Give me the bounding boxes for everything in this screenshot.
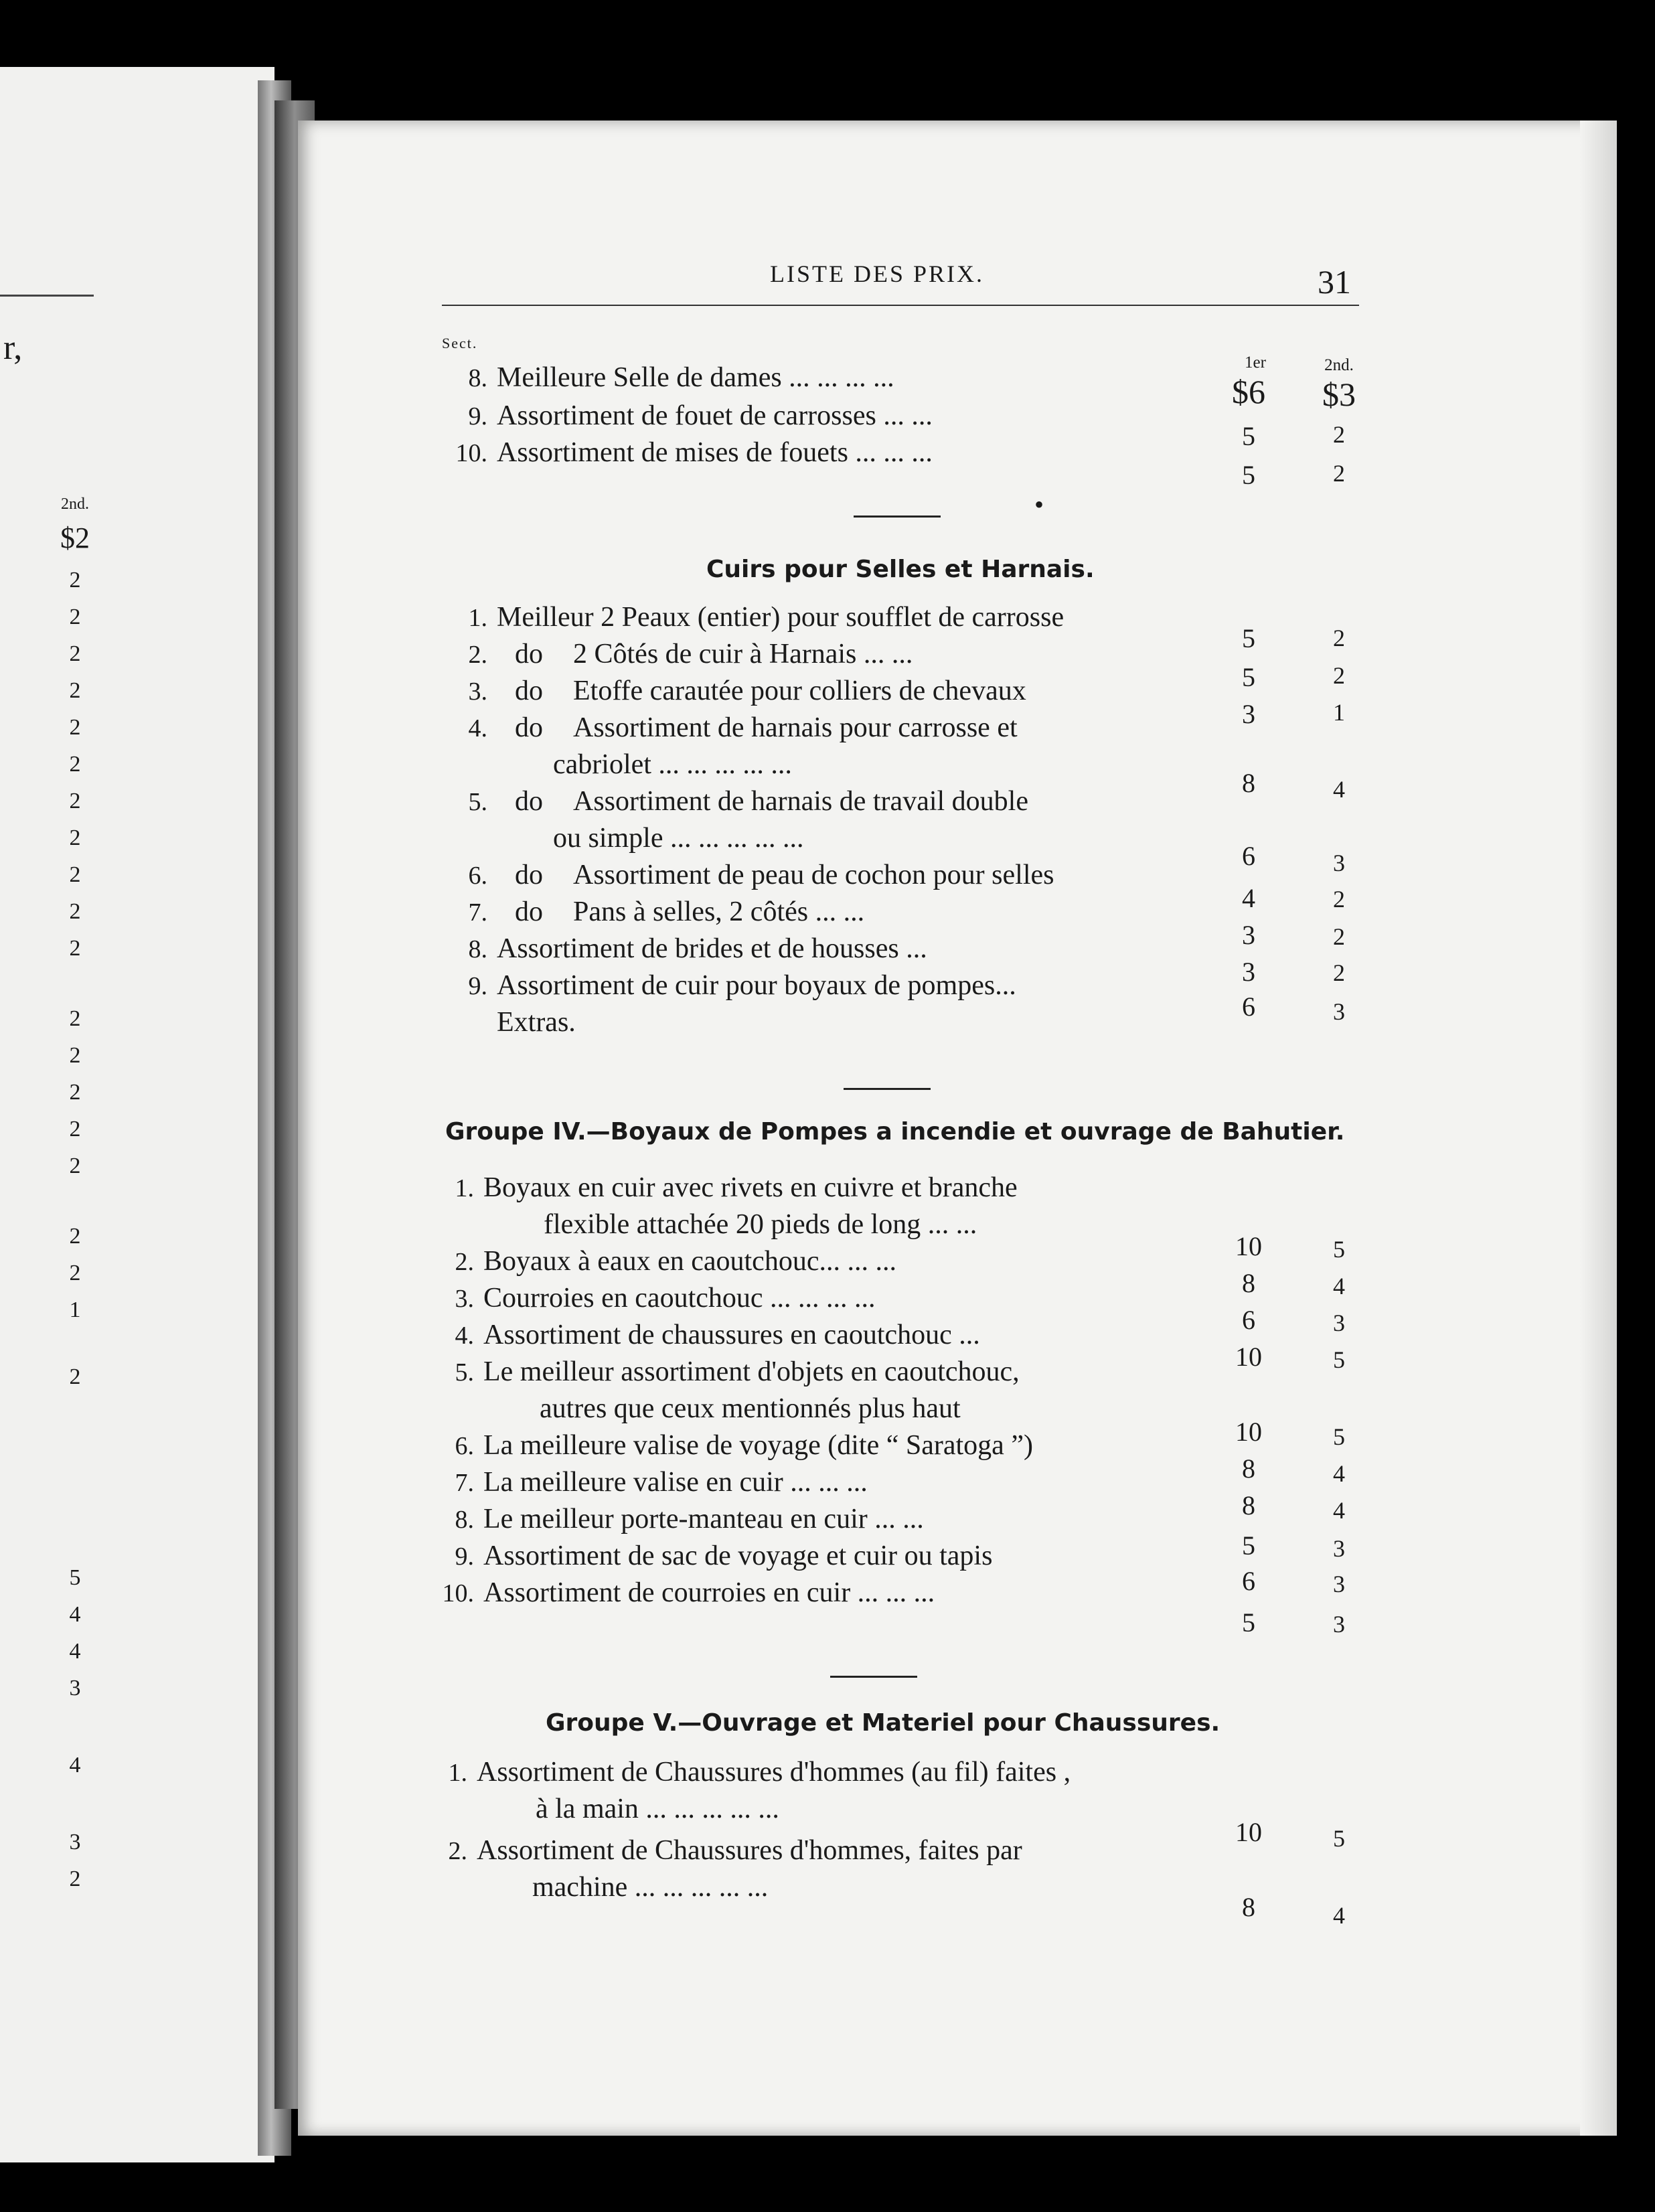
- second-prize: 5: [1333, 1825, 1345, 1852]
- first-prize: 5: [1242, 662, 1255, 692]
- list-item: [442, 638, 913, 670]
- first-prize: 6: [1242, 1566, 1255, 1596]
- section-divider: [844, 1088, 931, 1090]
- item-text: Assortiment de peau de cochon pour selles: [573, 860, 1054, 890]
- second-prize: $3: [1322, 376, 1356, 413]
- item-number: 6.: [468, 862, 487, 890]
- left-price: 3: [69, 1830, 81, 1854]
- list-item: [442, 859, 1054, 891]
- ditto-mark: do: [515, 676, 543, 706]
- item-number: 4.: [468, 714, 487, 742]
- list-item: [442, 712, 1018, 744]
- ditto-mark: do: [515, 860, 543, 890]
- left-price: 2: [69, 568, 81, 592]
- second-prize: 5: [1333, 1423, 1345, 1450]
- second-prize: 2: [1333, 959, 1345, 986]
- item-number: 3.: [455, 1285, 474, 1313]
- item-continuation: Extras.: [497, 1007, 576, 1038]
- header-rule: [442, 305, 1359, 306]
- item-continuation: cabriolet ... ... ... ... ...: [553, 749, 792, 780]
- list-item: [428, 1503, 924, 1535]
- second-prize: 3: [1333, 1310, 1345, 1336]
- item-text: Assortiment de chaussures en caoutchouc ...: [483, 1320, 980, 1350]
- first-prize-header: 1er: [1245, 353, 1266, 372]
- ditto-mark: do: [515, 639, 543, 669]
- first-prize: 5: [1242, 623, 1255, 653]
- list-item: [442, 896, 864, 928]
- second-prize: 3: [1333, 1571, 1345, 1597]
- left-facing-page: [0, 67, 274, 2162]
- ink-dot: •: [1034, 489, 1044, 520]
- second-prize: 2: [1333, 886, 1345, 913]
- item-text: Courroies en caoutchouc ... ... ... ...: [483, 1283, 876, 1314]
- item-number: 9.: [468, 402, 487, 430]
- item-number: 2.: [448, 1837, 467, 1865]
- item-continuation: autres que ceux mentionnés plus haut: [540, 1393, 961, 1424]
- item-number: 5.: [468, 788, 487, 816]
- item-number: 1.: [468, 604, 487, 632]
- second-prize: 2: [1333, 662, 1345, 689]
- first-prize: 10: [1235, 1817, 1262, 1847]
- left-price: 2: [69, 1867, 81, 1891]
- item-number: 10.: [455, 439, 487, 467]
- second-prize: 2: [1333, 923, 1345, 950]
- left-price: 2: [69, 641, 81, 666]
- list-item: [422, 1756, 1071, 1788]
- left-price: 2: [69, 715, 81, 740]
- list-item: [442, 675, 1026, 707]
- second-prize: 1: [1333, 699, 1345, 726]
- first-prize: 8: [1242, 768, 1255, 798]
- item-continuation: flexible attachée 20 pieds de long ... ...: [544, 1209, 977, 1240]
- second-prize: 3: [1333, 1611, 1345, 1638]
- first-prize: 3: [1242, 699, 1255, 729]
- left-price: 2: [69, 1364, 81, 1389]
- second-prize: 5: [1333, 1346, 1345, 1373]
- item-text: Assortiment de sac de voyage et cuir ou tapis: [483, 1540, 993, 1571]
- ditto-mark: do: [515, 896, 543, 927]
- second-prize: 4: [1333, 1497, 1345, 1524]
- first-prize: $6: [1232, 373, 1265, 410]
- ditto-mark: do: [515, 786, 543, 817]
- left-price: 2: [69, 1224, 81, 1249]
- item-number: 8.: [468, 935, 487, 963]
- left-price: 2: [69, 1261, 81, 1285]
- left-price: 3: [69, 1676, 81, 1701]
- first-prize: 5: [1242, 1607, 1255, 1638]
- item-continuation: à la main ... ... ... ... ...: [536, 1794, 779, 1824]
- item-text: Le meilleur porte-manteau en cuir ... ...: [483, 1504, 924, 1534]
- left-price: 2: [69, 605, 81, 629]
- left-price: 4: [69, 1639, 81, 1664]
- item-text: Boyaux en cuir avec rivets en cuivre et branche: [483, 1172, 1018, 1203]
- item-number: 6.: [455, 1432, 474, 1460]
- item-number: 1.: [455, 1174, 474, 1202]
- first-prize: 10: [1235, 1231, 1262, 1261]
- list-item: [442, 437, 933, 469]
- left-price: 2: [69, 862, 81, 887]
- left-price: 2: [69, 899, 81, 924]
- item-text: Assortiment de brides et de housses ...: [497, 933, 927, 964]
- item-number: 9.: [455, 1543, 474, 1571]
- left-price: 4: [69, 1753, 81, 1778]
- list-item: [422, 1834, 1022, 1867]
- list-item: [428, 1540, 992, 1572]
- first-prize: 8: [1242, 1453, 1255, 1484]
- item-continuation: machine ... ... ... ... ...: [532, 1872, 769, 1903]
- list-item: [428, 1319, 980, 1351]
- second-prize: 2: [1333, 460, 1345, 487]
- left-col-header: 2nd.: [61, 495, 89, 513]
- section-heading: Groupe V.—Ouvrage et Materiel pour Chaussures.: [546, 1709, 1220, 1737]
- left-price: 2: [69, 936, 81, 961]
- left-price: 2: [69, 1080, 81, 1105]
- list-item: [442, 601, 1064, 633]
- item-text: Assortiment de mises de fouets ... ... ...: [497, 437, 933, 468]
- left-price: 2: [69, 1154, 81, 1178]
- first-prize: 8: [1242, 1892, 1255, 1922]
- left-price: 1: [69, 1297, 81, 1322]
- list-item: [428, 1466, 868, 1498]
- item-number: 4.: [455, 1322, 474, 1350]
- left-price: 2: [69, 678, 81, 703]
- item-text: Assortiment de harnais pour carrosse et: [573, 712, 1018, 743]
- list-item: [428, 1282, 876, 1314]
- list-item: [442, 785, 1028, 817]
- list-item: [442, 969, 1016, 1002]
- left-price: 5: [69, 1565, 81, 1590]
- first-prize: 10: [1235, 1342, 1262, 1372]
- list-item: [428, 1172, 1018, 1204]
- page-edge-shadow: [1580, 121, 1617, 2136]
- second-prize: 5: [1333, 1236, 1345, 1263]
- item-number: 9.: [468, 972, 487, 1000]
- item-number: 8.: [455, 1506, 474, 1534]
- first-prize: 5: [1242, 421, 1255, 451]
- item-text: Assortiment de harnais de travail double: [573, 786, 1028, 817]
- item-number: 1.: [448, 1759, 467, 1787]
- left-price: 2: [69, 1006, 81, 1031]
- first-prize: 3: [1242, 920, 1255, 950]
- first-prize: 10: [1235, 1417, 1262, 1447]
- item-text: Assortiment de Chaussures d'hommes (au fil) faites ,: [477, 1757, 1071, 1788]
- first-prize: 6: [1242, 1305, 1255, 1335]
- left-price: 2: [69, 825, 81, 850]
- left-price: 2: [69, 1117, 81, 1141]
- item-number: 5.: [455, 1358, 474, 1387]
- second-prize: 4: [1333, 776, 1345, 803]
- left-price: 2: [69, 1043, 81, 1068]
- list-item: [442, 933, 927, 965]
- item-text: Assortiment de Chaussures d'hommes, faites par: [477, 1835, 1022, 1866]
- running-head: LISTE DES PRIX.: [770, 260, 985, 287]
- first-prize: 3: [1242, 957, 1255, 987]
- item-number: 2.: [455, 1248, 474, 1276]
- item-number: 2.: [468, 641, 487, 669]
- list-item: [428, 1245, 896, 1277]
- list-item: [442, 400, 933, 432]
- first-prize: 6: [1242, 841, 1255, 871]
- section-divider: [854, 516, 941, 518]
- item-text: 2 Côtés de cuir à Harnais ... ...: [573, 639, 913, 669]
- item-text: Pans à selles, 2 côtés ... ...: [573, 896, 865, 927]
- left-price: 2: [69, 752, 81, 777]
- section-heading: Cuirs pour Selles et Harnais.: [706, 556, 1095, 583]
- left-price: $2: [60, 522, 90, 554]
- item-text: La meilleure valise en cuir ... ... ...: [483, 1467, 868, 1498]
- list-item: [428, 1577, 935, 1609]
- second-prize: 4: [1333, 1273, 1345, 1299]
- item-number: 3.: [468, 678, 487, 706]
- first-prize: 5: [1242, 1530, 1255, 1561]
- left-price: 4: [69, 1602, 81, 1627]
- second-prize: 3: [1333, 850, 1345, 876]
- list-item: [442, 362, 894, 394]
- item-text: Assortiment de cuir pour boyaux de pompes...: [497, 970, 1016, 1001]
- second-prize: 3: [1333, 1535, 1345, 1562]
- item-text: Meilleure Selle de dames ... ... ... ...: [497, 362, 894, 393]
- second-prize: 2: [1333, 625, 1345, 651]
- list-item: [428, 1429, 1033, 1462]
- item-text: La meilleure valise de voyage (dite “ Saratoga ”): [483, 1430, 1033, 1461]
- item-text: Etoffe carautée pour colliers de chevaux: [573, 676, 1026, 706]
- item-number: 10.: [442, 1579, 474, 1607]
- left-page-rule: [0, 295, 94, 297]
- second-prize-header: 2nd.: [1324, 356, 1354, 374]
- section-divider: [830, 1676, 917, 1678]
- ditto-mark: do: [515, 712, 543, 743]
- second-prize: 4: [1333, 1460, 1345, 1487]
- item-text: Assortiment de fouet de carrosses ... ...: [497, 400, 933, 431]
- page-number: 31: [1318, 263, 1351, 301]
- item-text: Boyaux à eaux en caoutchouc... ... ...: [483, 1246, 896, 1277]
- first-prize: 4: [1242, 883, 1255, 913]
- item-number: 7.: [468, 898, 487, 927]
- second-prize: 4: [1333, 1902, 1345, 1929]
- list-item: [428, 1356, 1020, 1388]
- first-prize: 5: [1242, 460, 1255, 490]
- item-text: Assortiment de courroies en cuir ... ... ...: [483, 1577, 935, 1608]
- first-prize: 6: [1242, 992, 1255, 1022]
- item-continuation: ou simple ... ... ... ... ...: [553, 823, 804, 854]
- section-heading: Groupe IV.—Boyaux de Pompes a incendie et ouvrage de Bahutier.: [445, 1118, 1345, 1146]
- first-prize: 8: [1242, 1268, 1255, 1298]
- item-text: Le meilleur assortiment d'objets en caoutchouc,: [483, 1356, 1020, 1387]
- item-text: Meilleur 2 Peaux (entier) pour soufflet de carrosse: [497, 602, 1065, 633]
- sect-label: Sect.: [442, 335, 478, 351]
- item-number: 7.: [455, 1469, 474, 1497]
- left-page-fragment: r,: [3, 329, 23, 367]
- second-prize: 2: [1333, 421, 1345, 448]
- left-price: 2: [69, 789, 81, 813]
- second-prize: 3: [1333, 998, 1345, 1025]
- first-prize: 8: [1242, 1490, 1255, 1520]
- item-number: 8.: [468, 364, 487, 392]
